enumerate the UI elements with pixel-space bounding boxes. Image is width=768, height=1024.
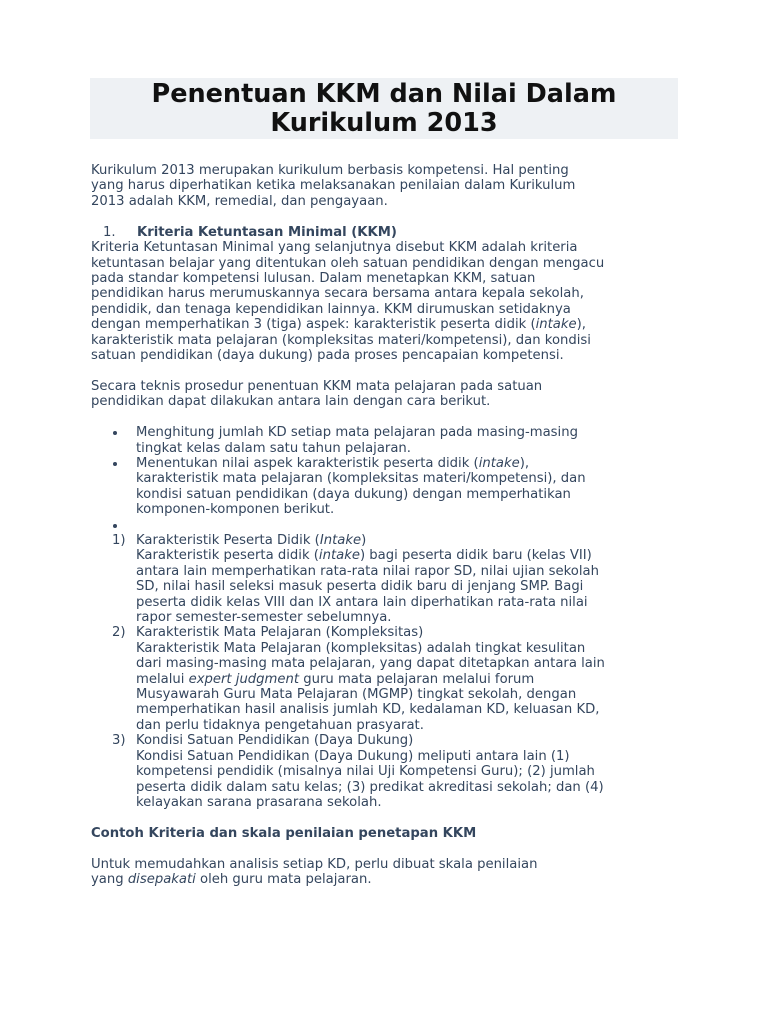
text-line: pendidik, dan tenaga kependidikan lainnya. KKM dirumuskan setidaknya: [91, 301, 571, 317]
text-fragment: Karakteristik Peserta Didik (: [136, 533, 320, 549]
title-line-2: Kurikulum 2013: [270, 108, 498, 138]
text-line: Kondisi Satuan Pendidikan (Daya Dukung) meliputi antara lain (1): [136, 748, 570, 764]
page-title: [90, 78, 678, 138]
item-number: 1): [112, 533, 126, 549]
intro-line: Kurikulum 2013 merupakan kurikulum berbasis kompetensi. Hal penting: [91, 163, 569, 178]
text-fragment: oleh guru mata pelajaran.: [195, 872, 372, 888]
italic-term: intake: [535, 317, 577, 333]
title-box: [90, 78, 678, 139]
italic-term: Intake: [319, 533, 362, 549]
section-1-heading: [91, 225, 681, 240]
text-line: Musyawarah Guru Mata Pelajaran (MGMP) tingkat sekolah, dengan: [136, 687, 577, 703]
bullet-item: [91, 456, 681, 518]
text-line: komponen-komponen berikut.: [136, 502, 335, 518]
italic-term: expert judgment: [188, 671, 300, 687]
text-line: peserta didik dalam satu kelas; (3) predikat akreditasi sekolah; dan (4): [136, 779, 604, 795]
text-line: pendidikan dapat dilakukan antara lain dengan cara berikut.: [91, 394, 491, 410]
text-line: Kriteria Ketuntasan Minimal yang selanjutnya disebut KKM adalah kriteria: [91, 240, 578, 256]
title-line-1: Penentuan KKM dan Nilai Dalam: [151, 79, 617, 109]
text-line: peserta didik kelas VIII dan IX antara lain diperhatikan rata-rata nilai: [136, 594, 588, 610]
text-line: SD, nilai hasil seleksi masuk peserta didik baru di jenjang SMP. Bagi: [136, 579, 584, 595]
text-fragment: ),: [576, 317, 586, 333]
text-line: pada standar kompetensi lulusan. Dalam menetapkan KKM, satuan: [91, 270, 536, 286]
item-heading: Kondisi Satuan Pendidikan (Daya Dukung): [136, 733, 414, 749]
text-line: tingkat kelas dalam satu tahun pelajaran.: [136, 440, 411, 456]
section-1-title: Kriteria Ketuntasan Minimal (KKM): [137, 224, 397, 240]
aspect-numbered-list: [91, 533, 681, 810]
text-fragment: Menentukan nilai aspek karakteristik peserta didik (: [136, 456, 479, 471]
item-heading: Karakteristik Mata Pelajaran (Kompleksitas): [136, 625, 424, 641]
text-fragment: ) bagi peserta didik baru (kelas VII): [359, 548, 592, 564]
intro-line: 2013 adalah KKM, remedial, dan pengayaan.: [91, 193, 388, 209]
procedure-paragraph: [91, 379, 681, 410]
kkm-paragraph: [91, 240, 681, 363]
text-fragment: melalui: [136, 671, 189, 687]
document-body: [91, 163, 681, 888]
example-heading: Contoh Kriteria dan skala penilaian penetapan KKM: [91, 825, 477, 841]
text-line: ketuntasan belajar yang ditentukan oleh satuan pendidikan dengan mengacu: [91, 255, 605, 271]
text-line: Menghitung jumlah KD setiap mata pelajaran pada masing-masing: [136, 425, 578, 441]
section-1-number: 1.: [103, 224, 116, 240]
italic-term: intake: [478, 456, 520, 471]
text-line: Secara teknis prosedur penentuan KKM mata pelajaran pada satuan: [91, 378, 543, 394]
aspect-item-intake: [91, 533, 681, 625]
text-fragment: Karakteristik peserta didik (: [136, 548, 319, 564]
bullet-dot: [113, 524, 117, 528]
text-line: rapor semester-semester sebelumnya.: [136, 610, 392, 626]
text-line: kompetensi pendidik (misalnya nilai Uji Kompetensi Guru); (2) jumlah: [136, 764, 595, 780]
intro-line: yang harus diperhatikan ketika melaksanakan penilaian dalam Kurikulum: [91, 178, 576, 194]
text-fragment: dengan memperhatikan 3 (tiga) aspek: karakteristik peserta didik (: [91, 317, 536, 333]
text-fragment: guru mata pelajaran melalui forum: [299, 671, 535, 687]
text-line: dari masing-masing mata pelajaran, yang dapat ditetapkan antara lain: [136, 656, 605, 672]
intro-paragraph: [91, 163, 681, 209]
text-line: karakteristik mata pelajaran (kompleksitas materi/kompetensi), dan: [136, 471, 586, 487]
text-line: pendidikan harus merumuskannya secara bersama antara kepala sekolah,: [91, 286, 584, 302]
text-line: dan perlu tidaknya pengetahuan prasyarat.: [136, 717, 424, 733]
text-line: antara lain memperhatikan rata-rata nilai rapor SD, nilai ujian sekolah: [136, 563, 599, 579]
text-line: kondisi satuan pendidikan (daya dukung) dengan memperhatikan: [136, 486, 571, 502]
closing-paragraph: [91, 857, 681, 888]
italic-term: intake: [318, 548, 360, 564]
italic-term: disepakati: [127, 872, 196, 888]
bullet-dot: [113, 431, 117, 435]
bullet-item-empty: [91, 518, 681, 533]
text-line: satuan pendidikan (daya dukung) pada proses pencapaian kompetensi.: [91, 347, 564, 363]
text-line: Karakteristik Mata Pelajaran (kompleksitas) adalah tingkat kesulitan: [136, 640, 586, 656]
text-line: memperhatikan hasil analisis jumlah KD, kedalaman KD, keluasan KD,: [136, 702, 600, 718]
text-fragment: ),: [519, 456, 530, 471]
aspect-item-support: [91, 733, 681, 810]
text-line: karakteristik mata pelajaran (kompleksitas materi/kompetensi), dan kondisi: [91, 332, 591, 348]
text-line: Untuk memudahkan analisis setiap KD, perlu dibuat skala penilaian: [91, 856, 538, 872]
bullet-item: [91, 425, 681, 456]
text-fragment: ): [361, 533, 367, 549]
aspect-item-complexity: [91, 625, 681, 733]
procedure-bullet-list: [91, 425, 681, 533]
item-number: 3): [112, 733, 126, 749]
bullet-dot: [113, 462, 117, 466]
text-fragment: yang: [91, 872, 128, 888]
text-line: kelayakan sarana prasarana sekolah.: [136, 794, 382, 810]
item-number: 2): [112, 625, 126, 641]
